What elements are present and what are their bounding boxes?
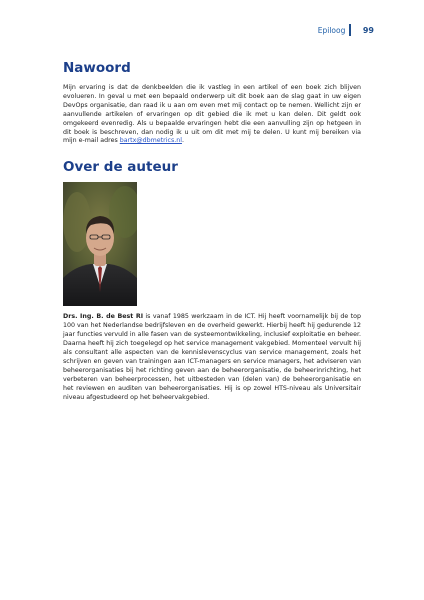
- nawoord-text: Mijn ervaring is dat de denkbeelden die ik vastleg in een artikel of een boek zich blijven evolueren. In geval u met een bepaald onderwerp uit dit boek aan de slag gaat in uw eigen DevOps organisatie, dan raad ik u aan om even met mij contact op te nemen. Wellicht zijn er aanvullende artikelen of ervaringen op dit gebied die ik met u kan delen. Dit geldt ook omgekeerd evenredig. Als u bepaalde ervaringen hebt die een aanvulling zijn op hetgeen in dit boek is beschreven, dan nodig ik u uit om dit met mij te delen. U kunt mij bereiken via mijn e-mail adres: [63, 84, 361, 145]
- nawoord-paragraph: [63, 84, 361, 146]
- section-heading-nawoord: Nawoord: [63, 60, 131, 76]
- author-photo: [63, 182, 137, 306]
- author-bio-text: is vanaf 1985 werkzaam in de ICT. Hij heeft voornamelijk bij de top 100 van het Nederlandse bedrijfsleven en de overheid gewerkt. Hierbij heeft hij gedurende 12 jaar functies vervuld in alle fasen van de systeemontwikkeling, inclusief exploitatie en beheer. Daarna heeft hij zich toegelegd op het service management vakgebied. Momenteel vervult hij als consultant alle aspecten van de kennislevenscyclus van service management, zoals het schrijven en geven van trainingen aan ICT-managers en service managers, het adviseren van beheerorganisaties bij het richting geven aan de beheerorganisatie, de beheerinrichting, het verbeteren van beheerprocessen, het uitbesteden van (delen van) de beheerorganisatie en het reviewen en auditen van beheerorganisaties. Hij is op zowel HTS-niveau als Universitair niveau afgestudeerd op het beheervakgebied.: [63, 313, 361, 401]
- header-divider: [349, 24, 351, 36]
- author-name: Drs. Ing. B. de Best RI: [63, 313, 144, 321]
- running-header: [318, 24, 374, 36]
- section-heading-author: Over de auteur: [63, 159, 178, 176]
- chapter-title: Epiloog: [317, 25, 346, 35]
- page-content: [63, 56, 361, 402]
- page-number: 99: [362, 25, 374, 35]
- nawoord-text-end: .: [181, 137, 184, 145]
- author-bio-paragraph: [63, 313, 361, 402]
- email-link[interactable]: bartx@dbmetrics.nl: [119, 137, 182, 145]
